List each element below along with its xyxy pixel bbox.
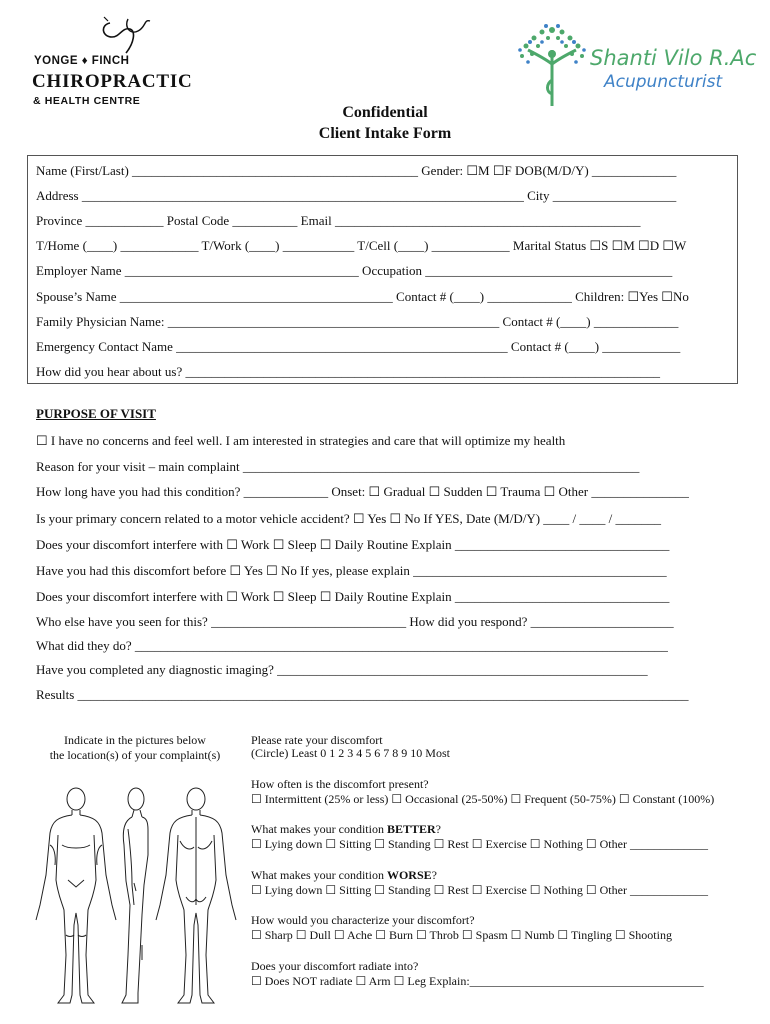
clinic-name-sub: & HEALTH CENTRE xyxy=(33,95,141,107)
better-question-mark: ? xyxy=(435,822,441,836)
employer-row[interactable]: Employer Name ____________________________________ Occupation ______________________________________ xyxy=(36,263,673,278)
radiate-options[interactable]: ☐ Does NOT radiate ☐ Arm ☐ Leg Explain:_______________________________________ xyxy=(251,974,704,988)
body-chart[interactable] xyxy=(28,785,243,1010)
better-word: BETTER xyxy=(386,822,436,836)
body-front-figure xyxy=(36,788,116,1003)
discomfort-before-row[interactable]: Have you had this discomfort before ☐ Yes ☐ No If yes, please explain _______________________________________ xyxy=(36,563,667,578)
clinic-name-top: YONGE ♦ FINCH xyxy=(34,55,130,67)
characterize-question: How would you characterize your discomfort? xyxy=(251,913,475,927)
what-did-they-do-row[interactable]: What did they do? __________________________________________________________________________________ xyxy=(36,638,668,653)
clinic-name-main: CHIROPRACTIC xyxy=(32,71,193,92)
worse-word: WORSE xyxy=(386,868,432,882)
interfere-row-2[interactable]: Does your discomfort interfere with ☐ Work ☐ Sleep ☐ Daily Routine Explain _________________________________ xyxy=(36,589,670,604)
characterize-options[interactable]: ☐ Sharp ☐ Dull ☐ Ache ☐ Burn ☐ Throb ☐ Spasm ☐ Numb ☐ Tingling ☐ Shooting xyxy=(251,928,672,942)
acupuncturist-logo xyxy=(512,20,757,110)
emergency-contact-row[interactable]: Emergency Contact Name ___________________________________________________ Contact # (____) ____________ xyxy=(36,339,681,354)
radiate-question: Does your discomfort radiate into? xyxy=(251,959,419,973)
phone-row[interactable]: T/Home (____) ____________ T/Work (____) ___________ T/Cell (____) ____________ Marital Status ☐S ☐M ☐D ☐W xyxy=(36,238,687,253)
seen-by-row[interactable]: Who else have you seen for this? ______________________________ How did you respond? ______________________ xyxy=(36,614,674,629)
name-row[interactable]: Name (First/Last) ____________________________________________ Gender: ☐M ☐F DOB(M/D/Y) _____________ xyxy=(36,163,677,178)
better-question xyxy=(251,822,441,837)
rate-question: Please rate your discomfort xyxy=(251,733,383,747)
better-question-text: What makes your condition xyxy=(251,822,387,836)
acupuncturist-name: Shanti Vilo R.Ac xyxy=(590,46,757,70)
clinic-logo xyxy=(30,15,220,115)
worse-question-mark: ? xyxy=(431,868,437,882)
purpose-heading: PURPOSE OF VISIT xyxy=(36,406,156,421)
body-side-figure xyxy=(122,788,148,1003)
frequency-question: How often is the discomfort present? xyxy=(251,777,429,791)
referral-source-row[interactable]: How did you hear about us? _________________________________________________________________________ xyxy=(36,364,660,379)
worse-question-text: What makes your condition xyxy=(251,868,387,882)
frequency-options[interactable]: ☐ Intermittent (25% or less) ☐ Occasional (25-50%) ☐ Frequent (50-75%) ☐ Constant (100%) xyxy=(251,792,715,806)
form-title-confidential: Confidential xyxy=(342,104,428,121)
interfere-row-1[interactable]: Does your discomfort interfere with ☐ Work ☐ Sleep ☐ Daily Routine Explain _________________________________ xyxy=(36,537,670,552)
physician-row[interactable]: Family Physician Name: ___________________________________________________ Contact # (____) _____________ xyxy=(36,314,679,329)
condition-duration-row[interactable]: How long have you had this condition? _____________ Onset: ☐ Gradual ☐ Sudden ☐ Trauma ☐ Other _______________ xyxy=(36,484,689,499)
diagnostic-imaging-row[interactable]: Have you completed any diagnostic imaging? _________________________________________________________ xyxy=(36,662,648,677)
worse-options[interactable]: ☐ Lying down ☐ Sitting ☐ Standing ☐ Rest ☐ Exercise ☐ Nothing ☐ Other _____________ xyxy=(251,883,708,897)
form-title: Client Intake Form xyxy=(318,125,452,142)
clinic-logo-mark xyxy=(90,15,170,57)
address-row[interactable]: Address ____________________________________________________________________ City ___________________ xyxy=(36,188,677,203)
body-chart-label-2: the location(s) of your complaint(s) xyxy=(49,748,221,762)
no-concerns-row[interactable]: ☐ I have no concerns and feel well. I am interested in strategies and care that will optimize my health xyxy=(36,433,566,448)
results-row[interactable]: Results ______________________________________________________________________________________________ xyxy=(36,687,689,702)
rate-scale[interactable]: (Circle) Least 0 1 2 3 4 5 6 7 8 9 10 Most xyxy=(251,746,450,760)
province-row[interactable]: Province ____________ Postal Code __________ Email _______________________________________________ xyxy=(36,213,641,228)
motor-vehicle-row[interactable]: Is your primary concern related to a motor vehicle accident? ☐ Yes ☐ No If YES, Date (M/D/Y) ____ / ____ / _______ xyxy=(36,511,662,526)
tree-logo-icon xyxy=(512,20,592,108)
better-options[interactable]: ☐ Lying down ☐ Sitting ☐ Standing ☐ Rest ☐ Exercise ☐ Nothing ☐ Other _____________ xyxy=(251,837,708,851)
spouse-row[interactable]: Spouse’s Name __________________________________________ Contact # (____) _____________ Children: ☐Yes ☐No xyxy=(36,289,689,304)
worse-question xyxy=(251,868,437,883)
reason-row[interactable]: Reason for your visit – main complaint _____________________________________________________________ xyxy=(36,459,640,474)
body-back-figure xyxy=(156,788,236,1003)
body-chart-label-1: Indicate in the pictures below xyxy=(64,733,206,747)
acupuncturist-role: Acupuncturist xyxy=(604,72,723,92)
